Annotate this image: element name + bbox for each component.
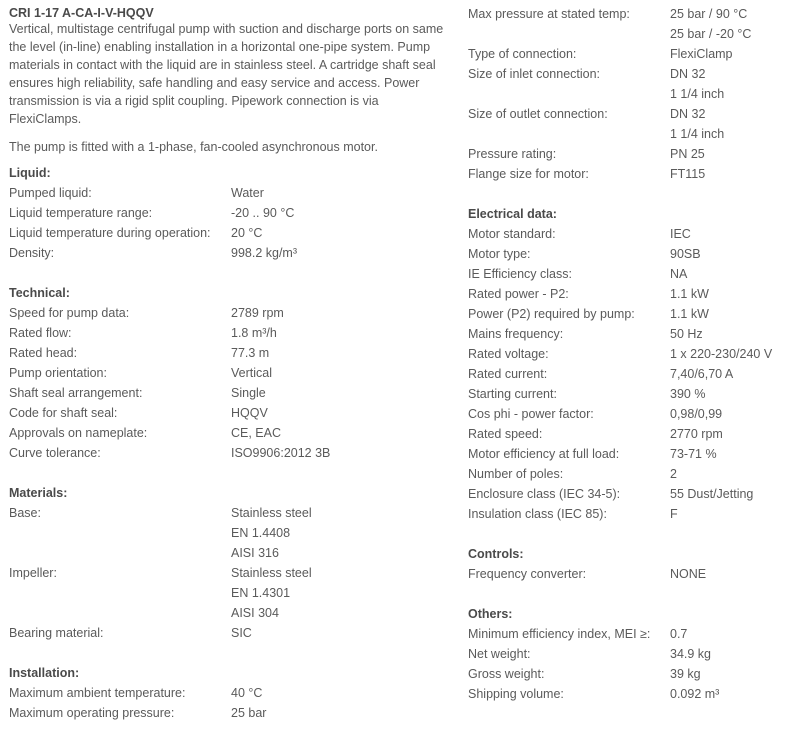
spec-row: [9, 423, 449, 443]
spec-row: [9, 363, 449, 383]
spec-value: 7,40/6,70 A: [670, 367, 734, 381]
spec-values: [231, 343, 449, 363]
section-title: Materials:: [9, 486, 68, 500]
spec-label: Bearing material:: [9, 626, 104, 640]
spec-values: [670, 324, 798, 344]
spec-values: [231, 383, 449, 403]
spec-row: [468, 484, 798, 504]
spec-label: Starting current:: [468, 387, 557, 401]
spec-row: [468, 224, 798, 244]
spec-label: Flange size for motor:: [468, 167, 589, 181]
section-title: Installation:: [9, 666, 80, 680]
spec-value: 20 °C: [231, 226, 263, 240]
spec-value: 390 %: [670, 387, 706, 401]
spec-value: 55 Dust/Jetting: [670, 487, 754, 501]
spec-value: AISI 304: [231, 606, 279, 620]
spec-label: Insulation class (IEC 85):: [468, 507, 607, 521]
spec-values: [670, 684, 798, 704]
spec-row: [468, 424, 798, 444]
spec-label: Liquid temperature range:: [9, 206, 153, 220]
spec-value: 50 Hz: [670, 327, 703, 341]
spec-values: [670, 364, 798, 384]
spec-row: [468, 364, 798, 384]
spec-row: [468, 64, 798, 104]
spec-row: [9, 623, 449, 643]
spec-row: [468, 344, 798, 364]
spec-value: CE, EAC: [231, 426, 282, 440]
spec-value: HQQV: [231, 406, 268, 420]
spec-label: Rated current:: [468, 367, 548, 381]
spec-row: [9, 443, 449, 463]
left-spec-sections: [9, 163, 449, 723]
spec-values: [670, 4, 798, 44]
spec-values: [231, 303, 449, 323]
spec-values: [231, 563, 449, 623]
spec-values: [670, 144, 798, 164]
spec-value: AISI 316: [231, 546, 279, 560]
section-title: Liquid:: [9, 166, 51, 180]
spec-row: [468, 44, 798, 64]
spec-row: [468, 624, 798, 644]
spec-values: [670, 104, 798, 144]
spec-section: [468, 4, 798, 184]
spec-section: [468, 604, 798, 704]
spec-value: DN 32: [670, 107, 706, 121]
spec-value: 73-71 %: [670, 447, 717, 461]
spec-row: [468, 504, 798, 524]
spec-values: [670, 484, 798, 504]
spec-label: Impeller:: [9, 566, 57, 580]
spec-label: Size of outlet connection:: [468, 107, 608, 121]
spec-label: Code for shaft seal:: [9, 406, 118, 420]
spec-value: ISO9906:2012 3B: [231, 446, 331, 460]
product-description: Vertical, multistage centrifugal pump with suction and discharge ports on same the level (in-line) enabling installation in a horizontal one-pipe system. Pump materials in contact with the liquid are in stainless steel. A cartridge shaft seal ensures high reliability, safe handling and easy service and access. Power transmission is via a rigid split coupling. Pipework connection is via FlexiClamps.: [9, 22, 444, 126]
spec-label: Approvals on nameplate:: [9, 426, 148, 440]
spec-value: SIC: [231, 626, 252, 640]
spec-row: [9, 223, 449, 243]
spec-label: Rated voltage:: [468, 347, 549, 361]
spec-label: Size of inlet connection:: [468, 67, 601, 81]
section-title: Others:: [468, 607, 513, 621]
spec-label: Number of poles:: [468, 467, 564, 481]
spec-row: [468, 104, 798, 144]
spec-values: [670, 404, 798, 424]
spec-label: Motor standard:: [468, 227, 556, 241]
spec-values: [670, 444, 798, 464]
right-spec-sections: [468, 0, 798, 704]
spec-value: PN 25: [670, 147, 705, 161]
spec-row: [9, 683, 449, 703]
spec-value: 90SB: [670, 247, 701, 261]
section-title: Electrical data:: [468, 207, 557, 221]
spec-label: Net weight:: [468, 647, 531, 661]
spec-section: [468, 544, 798, 584]
spec-label: Pressure rating:: [468, 147, 557, 161]
spec-value: NONE: [670, 567, 707, 581]
spec-label: Motor efficiency at full load:: [468, 447, 620, 461]
spec-value: FlexiClamp: [670, 47, 733, 61]
spec-row: [468, 384, 798, 404]
spec-row: [9, 183, 449, 203]
spec-row: [9, 323, 449, 343]
spec-label: Pump orientation:: [9, 366, 107, 380]
spec-row: [468, 444, 798, 464]
spec-values: [670, 244, 798, 264]
motor-note: The pump is fitted with a 1-phase, fan-cooled asynchronous motor.: [9, 140, 378, 154]
spec-label: Minimum efficiency index, MEI ≥:: [468, 627, 651, 641]
spec-label: Base:: [9, 506, 41, 520]
spec-values: [670, 284, 798, 304]
spec-values: [670, 644, 798, 664]
spec-value: Single: [231, 386, 266, 400]
spec-values: [231, 403, 449, 423]
spec-label: Max pressure at stated temp:: [468, 7, 630, 21]
spec-value: 25 bar / 90 °C: [670, 7, 748, 21]
spec-row: [468, 464, 798, 484]
spec-value: 77.3 m: [231, 346, 270, 360]
spec-value: 39 kg: [670, 667, 701, 681]
spec-row: [468, 244, 798, 264]
spec-values: [670, 464, 798, 484]
spec-label: Gross weight:: [468, 667, 545, 681]
spec-row: [468, 644, 798, 664]
spec-value: 0.092 m³: [670, 687, 720, 701]
spec-row: [468, 164, 798, 184]
spec-label: Pumped liquid:: [9, 186, 92, 200]
spec-value: 998.2 kg/m³: [231, 246, 298, 260]
spec-value: 25 bar: [231, 706, 267, 720]
spec-row: [468, 324, 798, 344]
spec-label: Maximum ambient temperature:: [9, 686, 186, 700]
spec-value: 1 1/4 inch: [670, 87, 725, 101]
spec-values: [670, 344, 798, 364]
spec-value: 2770 rpm: [670, 427, 723, 441]
spec-values: [670, 44, 798, 64]
spec-value: 1.1 kW: [670, 307, 709, 321]
spec-values: [231, 223, 449, 243]
spec-label: Density:: [9, 246, 55, 260]
spec-values: [670, 624, 798, 644]
spec-row: [468, 304, 798, 324]
spec-row: [9, 383, 449, 403]
product-title: CRI 1-17 A-CA-I-V-HQQV: [9, 6, 154, 20]
spec-value: EN 1.4408: [231, 526, 291, 540]
spec-values: [231, 703, 449, 723]
spec-values: [231, 423, 449, 443]
spec-label: Liquid temperature during operation:: [9, 226, 211, 240]
spec-label: Rated power - P2:: [468, 287, 569, 301]
spec-values: [231, 243, 449, 263]
spec-row: [9, 503, 449, 563]
spec-row: [9, 403, 449, 423]
spec-values: [670, 304, 798, 324]
spec-row: [9, 303, 449, 323]
spec-label: Type of connection:: [468, 47, 577, 61]
spec-values: [231, 503, 449, 563]
spec-values: [670, 264, 798, 284]
spec-label: Rated speed:: [468, 427, 543, 441]
section-title: Technical:: [9, 286, 70, 300]
left-column: [9, 0, 449, 723]
spec-value: 1 x 220-230/240 V: [670, 347, 773, 361]
spec-label: Shipping volume:: [468, 687, 564, 701]
spec-value: NA: [670, 267, 688, 281]
spec-value: 1.1 kW: [670, 287, 709, 301]
spec-section: [9, 283, 449, 463]
spec-row: [9, 243, 449, 263]
spec-row: [468, 264, 798, 284]
spec-values: [670, 224, 798, 244]
spec-label: Rated head:: [9, 346, 78, 360]
spec-label: Cos phi - power factor:: [468, 407, 594, 421]
spec-value: 25 bar / -20 °C: [670, 27, 752, 41]
spec-value: F: [670, 507, 678, 521]
spec-values: [670, 664, 798, 684]
spec-row: [9, 703, 449, 723]
spec-value: 0.7: [670, 627, 688, 641]
spec-values: [670, 64, 798, 104]
spec-label: IE Efficiency class:: [468, 267, 572, 281]
spec-label: Maximum operating pressure:: [9, 706, 175, 720]
spec-row: [9, 343, 449, 363]
spec-row: [468, 684, 798, 704]
spec-label: Frequency converter:: [468, 567, 587, 581]
spec-value: Vertical: [231, 366, 272, 380]
spec-label: Motor type:: [468, 247, 531, 261]
spec-values: [670, 164, 798, 184]
spec-section: [9, 663, 449, 723]
spec-value: 1 1/4 inch: [670, 127, 725, 141]
spec-values: [231, 323, 449, 343]
spec-values: [231, 363, 449, 383]
spec-value: 34.9 kg: [670, 647, 712, 661]
spec-value: 2789 rpm: [231, 306, 284, 320]
spec-value: FT115: [670, 167, 706, 181]
spec-values: [231, 623, 449, 643]
spec-label: Curve tolerance:: [9, 446, 101, 460]
spec-value: 0,98/0,99: [670, 407, 723, 421]
spec-value: Water: [231, 186, 264, 200]
spec-values: [231, 443, 449, 463]
spec-value: DN 32: [670, 67, 706, 81]
spec-values: [670, 384, 798, 404]
spec-label: Speed for pump data:: [9, 306, 130, 320]
spec-row: [468, 404, 798, 424]
spec-values: [670, 424, 798, 444]
spec-row: [468, 144, 798, 164]
spec-values: [231, 203, 449, 223]
spec-row: [9, 203, 449, 223]
spec-row: [468, 4, 798, 44]
spec-value: Stainless steel: [231, 566, 312, 580]
spec-section: [9, 163, 449, 263]
spec-row: [468, 564, 798, 584]
spec-value: IEC: [670, 227, 691, 241]
spec-value: -20 .. 90 °C: [231, 206, 295, 220]
spec-label: Power (P2) required by pump:: [468, 307, 635, 321]
spec-values: [231, 183, 449, 203]
spec-row: [468, 664, 798, 684]
spec-label: Rated flow:: [9, 326, 72, 340]
spec-row: [468, 284, 798, 304]
spec-values: [231, 683, 449, 703]
spec-value: EN 1.4301: [231, 586, 291, 600]
spec-values: [670, 564, 798, 584]
spec-value: 40 °C: [231, 686, 263, 700]
spec-label: Mains frequency:: [468, 327, 564, 341]
spec-value: 2: [670, 467, 677, 481]
spec-row: [9, 563, 449, 623]
spec-value: Stainless steel: [231, 506, 312, 520]
spec-section: [468, 204, 798, 524]
spec-label: Shaft seal arrangement:: [9, 386, 143, 400]
spec-values: [670, 504, 798, 524]
section-title: Controls:: [468, 547, 524, 561]
spec-section: [9, 483, 449, 643]
spec-value: 1.8 m³/h: [231, 326, 277, 340]
right-column: [468, 0, 798, 704]
spec-label: Enclosure class (IEC 34-5):: [468, 487, 621, 501]
